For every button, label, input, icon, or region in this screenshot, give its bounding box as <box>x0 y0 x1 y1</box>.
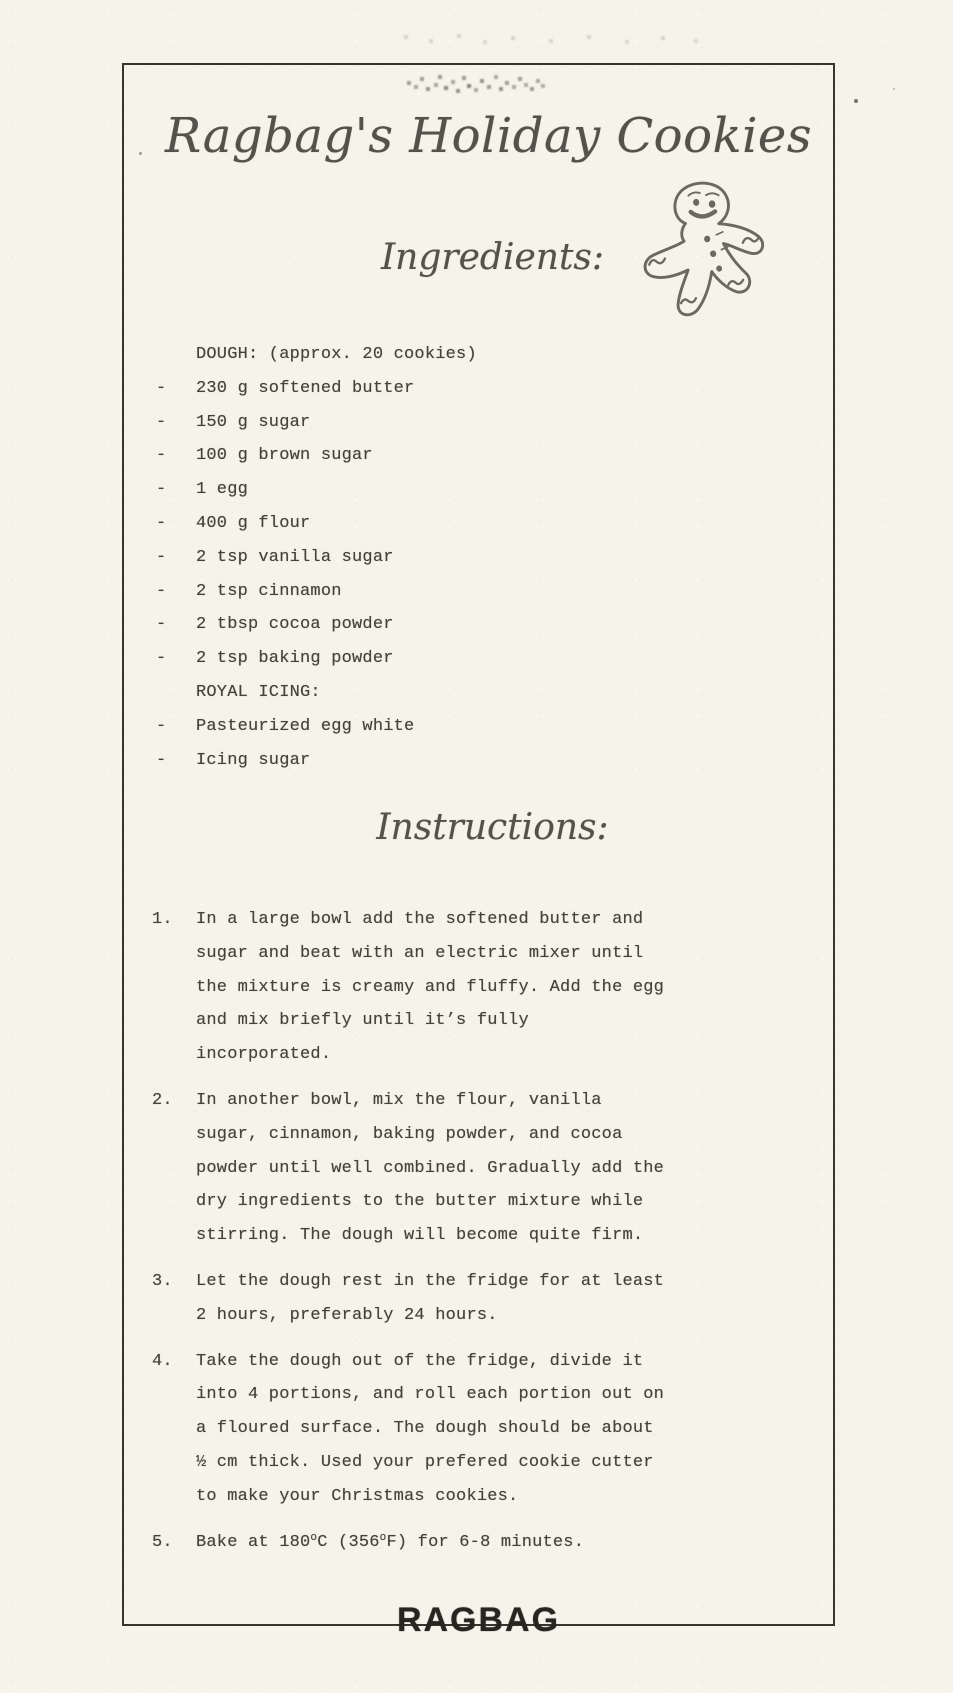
ingredient-row <box>150 473 477 507</box>
ingredient-text: 230 g softened butter <box>196 378 415 398</box>
ingredient-dash: - <box>156 649 167 669</box>
instruction-step-lines <box>196 1345 664 1514</box>
instruction-step-lines <box>196 903 664 1072</box>
ingredient-row <box>150 608 477 642</box>
ingredient-text: 400 g flour <box>196 513 311 533</box>
gingerbread-eye <box>708 200 716 208</box>
instruction-line: and mix briefly until it’s fully <box>196 1011 529 1031</box>
step-number: 5. <box>152 1532 173 1552</box>
instruction-line: a floured surface. The dough should be about <box>196 1419 654 1439</box>
gingerbread-eye <box>693 199 700 207</box>
ingredients-heading: Ingredients: <box>380 237 605 278</box>
brand-logo: RAGBAG <box>396 1601 561 1639</box>
recipe-title: Ragbag's Holiday Cookies <box>165 108 812 164</box>
ingredient-dash: - <box>156 480 167 500</box>
ingredient-dash: - <box>156 412 167 432</box>
instruction-step <box>150 1084 750 1253</box>
instruction-line: Let the dough rest in the fridge for at least <box>196 1271 665 1291</box>
instruction-line: In a large bowl add the softened butter and <box>196 910 644 929</box>
instruction-step-lines <box>196 1265 664 1333</box>
ingredient-row <box>150 541 477 575</box>
instruction-step <box>150 903 750 1072</box>
ingredient-text: 2 tsp vanilla sugar <box>196 547 394 567</box>
ingredient-text: 2 tsp baking powder <box>196 649 394 669</box>
bake-text-part: C (356 <box>317 1532 380 1552</box>
instruction-line: to make your Christmas cookies. <box>196 1486 519 1506</box>
instruction-line: 2 hours, preferably 24 hours. <box>196 1305 498 1325</box>
instruction-step <box>150 1345 750 1514</box>
degree-superscript: o <box>310 1531 318 1544</box>
ingredient-row <box>150 575 477 609</box>
ingredient-row <box>150 338 477 372</box>
ingredient-text: Icing sugar <box>196 750 311 770</box>
ingredient-row <box>150 710 477 744</box>
ingredient-dash: - <box>156 446 167 466</box>
gingerbread-stitch <box>716 232 723 235</box>
bake-text-part: F) for 6-8 minutes. <box>386 1532 585 1552</box>
ingredient-text: ROYAL ICING: <box>196 682 321 702</box>
instruction-step-lines <box>196 1526 584 1562</box>
ingredient-dash: - <box>156 581 167 601</box>
gingerbread-foot-squiggle <box>681 298 697 304</box>
step-number: 2. <box>152 1090 173 1110</box>
ingredient-dash: - <box>156 615 167 635</box>
instruction-line: sugar, cinnamon, baking powder, and cocoa <box>196 1124 623 1144</box>
ingredient-dash: - <box>156 750 167 770</box>
instruction-line: the mixture is creamy and fluffy. Add the egg <box>196 977 665 997</box>
ink-speck <box>893 88 895 90</box>
step-number: 4. <box>152 1351 173 1371</box>
ingredient-text: 2 tbsp cocoa powder <box>196 615 394 635</box>
instruction-line: Take the dough out of the fridge, divide it <box>196 1351 644 1371</box>
ingredient-text: 2 tsp cinnamon <box>196 581 342 601</box>
step-number: 3. <box>152 1271 173 1291</box>
ink-speck <box>854 99 858 103</box>
ingredient-row <box>150 507 477 541</box>
step-number: 1. <box>152 910 173 929</box>
ingredient-dash: - <box>156 378 167 398</box>
degree-superscript: o <box>379 1531 387 1544</box>
instruction-line-bake-temp <box>196 1526 584 1562</box>
instruction-step <box>150 1265 750 1333</box>
ingredient-dash: - <box>156 547 167 567</box>
scan-noise-band <box>400 32 402 34</box>
instruction-step-lines <box>196 1084 664 1253</box>
ingredient-row <box>150 439 477 473</box>
ingredient-text: 100 g brown sugar <box>196 446 373 466</box>
ingredient-text: 150 g sugar <box>196 412 311 432</box>
ingredient-row <box>150 642 477 676</box>
instruction-line: In another bowl, mix the flour, vanilla <box>196 1090 602 1110</box>
ingredient-text: DOUGH: (approx. 20 cookies) <box>196 345 477 364</box>
instruction-line: ½ cm thick. Used your prefered cookie cutter <box>196 1452 654 1472</box>
ingredient-row <box>150 676 477 710</box>
ingredient-text: 1 egg <box>196 480 249 500</box>
ingredient-dash <box>150 338 196 372</box>
instruction-line: sugar and beat with an electric mixer until <box>196 943 644 963</box>
instruction-step <box>150 1526 750 1562</box>
ingredient-dash: - <box>156 716 167 736</box>
gingerbread-smile <box>691 209 716 218</box>
ingredient-row <box>150 744 477 778</box>
instruction-line: incorporated. <box>196 1045 332 1065</box>
ingredient-dash: - <box>156 513 167 533</box>
gingerbread-foot-squiggle <box>728 280 744 286</box>
gingerbread-eyebrow <box>688 192 700 196</box>
ingredient-row <box>150 372 477 406</box>
ingredient-dash <box>150 676 196 710</box>
instruction-line: dry ingredients to the butter mixture while <box>196 1192 644 1212</box>
ingredient-row <box>150 406 477 440</box>
instructions-list <box>150 903 750 1573</box>
instruction-line: into 4 portions, and roll each portion out on <box>196 1385 665 1405</box>
gingerbread-eyebrow <box>706 192 719 197</box>
instruction-line: powder until well combined. Gradually add the <box>196 1158 665 1178</box>
ingredients-list <box>150 338 477 777</box>
instruction-line: stirring. The dough will become quite firm. <box>196 1226 644 1246</box>
ingredient-text: Pasteurized egg white <box>196 716 415 736</box>
bake-text-part: Bake at 180 <box>196 1532 311 1552</box>
instructions-heading: Instructions: <box>376 807 609 848</box>
